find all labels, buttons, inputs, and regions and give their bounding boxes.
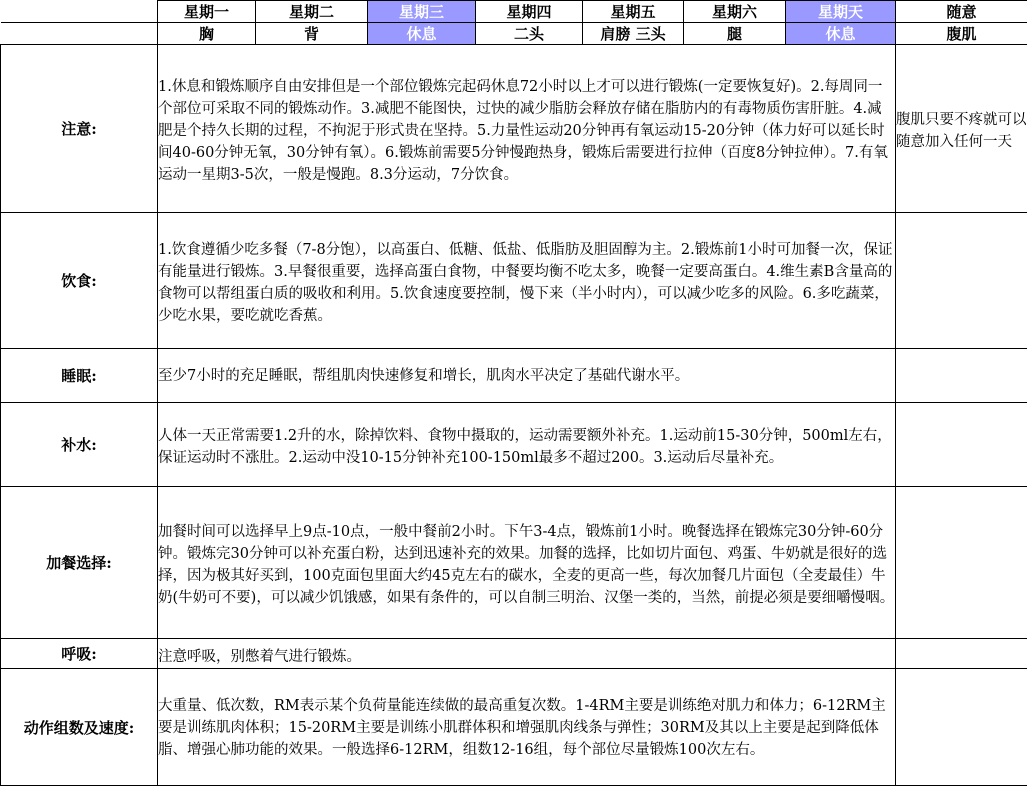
text-breath: 注意呼吸，别憋着气进行锻炼。: [158, 649, 361, 665]
content-snack[interactable]: [158, 487, 896, 639]
label-sleep[interactable]: 睡眠:: [1, 349, 158, 403]
row-sets: [1, 669, 1027, 786]
day-flexible[interactable]: 随意: [896, 1, 1027, 23]
side-sets[interactable]: [896, 669, 1027, 786]
part-thursday[interactable]: 二头: [476, 23, 583, 45]
label-notice[interactable]: 注意:: [1, 45, 158, 213]
text-sets: 大重量、低次数，RM表示某个负荷量能连续做的最高重复次数。1-4RM主要是训练绝对肌力和体力；6-12RM主要是训练肌肉体积；15-20RM主要是训练小肌群体积和增强肌肉线条与弹性；30RM及其以上主要是起到降低体脂、增强心肺功能的效果。一般选择6-12RM，组数12-16组，每个部位尽量锻炼100次左右。: [158, 698, 886, 758]
corner-cell: [1, 1, 158, 23]
row-notice: [1, 45, 1027, 213]
row-snack: [1, 487, 1027, 639]
part-tuesday[interactable]: 背: [256, 23, 368, 45]
text-sleep: 至少7小时的充足睡眠，帮组肌肉快速修复和增长，肌肉水平决定了基础代谢水平。: [158, 367, 690, 384]
content-water[interactable]: [158, 403, 896, 487]
weekday-header-row: [1, 1, 1027, 23]
label-diet[interactable]: 饮食:: [1, 213, 158, 349]
label-breath[interactable]: 呼吸:: [1, 639, 158, 669]
part-sunday[interactable]: 休息: [786, 23, 896, 45]
part-saturday[interactable]: 腿: [684, 23, 786, 45]
side-snack[interactable]: [896, 487, 1027, 639]
part-monday[interactable]: 胸: [158, 23, 256, 45]
text-water: 人体一天正常需要1.2升的水，除掉饮料、食物中摄取的，运动需要额外补充。1.运动前15-30分钟，500ml左右，保证运动时不涨肚。2.运动中没10-15分钟补充100-150ml最多不超过200。3.运动后尽量补充。: [158, 427, 892, 466]
part-flexible[interactable]: 腹肌: [896, 23, 1027, 45]
label-snack[interactable]: 加餐选择:: [1, 487, 158, 639]
side-water[interactable]: [896, 403, 1027, 487]
day-sunday[interactable]: 星期天: [786, 1, 896, 23]
text-snack: 加餐时间可以选择早上9点-10点，一般中餐前2小时。下午3-4点，锻炼前1小时。晚餐选择在锻炼完30分钟-60分钟。锻炼完30分钟可以补充蛋白粉，达到迅速补充的效果。加餐的选择，比如切片面包、鸡蛋、牛奶就是很好的选择，因为极其好买到，100克面包里面大约45克左右的碳水，全麦的更高一些，每次加餐几片面包（全麦最佳）牛奶(牛奶可不要)，可以减少饥饿感，如果有条件的，可以自制三明治、汉堡一类的，当然，前提必须是要细嚼慢咽。: [158, 523, 895, 606]
row-diet: [1, 213, 1027, 349]
content-diet[interactable]: [158, 213, 896, 349]
row-water: [1, 403, 1027, 487]
day-monday[interactable]: 星期一: [158, 1, 256, 23]
day-thursday[interactable]: 星期四: [476, 1, 583, 23]
content-sleep[interactable]: [158, 349, 896, 403]
label-water[interactable]: 补水:: [1, 403, 158, 487]
label-sets[interactable]: 动作组数及速度:: [1, 669, 158, 786]
side-notice[interactable]: [896, 45, 1027, 213]
bodypart-header-row: [1, 23, 1027, 45]
text-side-notice: 腹肌只要不疼就可以随意加入任何一天: [896, 111, 1027, 150]
text-diet: 1.饮食遵循少吃多餐（7-8分饱），以高蛋白、低糖、低盐、低脂肪及胆固醇为主。2.锻炼前1小时可加餐一次，保证有能量进行锻炼。3.早餐很重要，选择高蛋白食物，中餐要均衡不吃太多，晚餐一定要高蛋白。4.维生素B含量高的食物可以帮组蛋白质的吸收和利用。5.饮食速度要控制，慢下来（半小时内），可以减少吃多的风险。6.多吃蔬菜，少吃水果，要吃就吃香蕉。: [158, 241, 893, 324]
part-friday[interactable]: 肩膀 三头: [583, 23, 684, 45]
side-diet[interactable]: [896, 213, 1027, 349]
day-saturday[interactable]: 星期六: [684, 1, 786, 23]
side-breath[interactable]: [896, 639, 1027, 669]
part-wednesday[interactable]: 休息: [368, 23, 476, 45]
text-notice: 1.休息和锻炼顺序自由安排但是一个部位锻炼完起码休息72小时以上才可以进行锻炼(一定要恢复好)。2.每周同一个部位可采取不同的锻炼动作。3.减肥不能图快，过快的减少脂肪会释放存储在脂肪内的有毒物质伤害肝脏。4.减肥是个持久长期的过程，不拘泥于形式贵在坚持。5.力量性运动20分钟再有氧运动15-20分钟（体力好可以延长时间40-60分钟无氧，30分钟有氧）。6.锻炼前需要5分钟慢跑热身，锻炼后需要进行拉伸（百度8分钟拉伸）。7.有氧运动一星期3-5次，一般是慢跑。8.3分运动，7分饮食。: [158, 78, 888, 183]
content-notice[interactable]: [158, 45, 896, 213]
day-tuesday[interactable]: 星期二: [256, 1, 368, 23]
day-friday[interactable]: 星期五: [583, 1, 684, 23]
row-sleep: [1, 349, 1027, 403]
content-sets[interactable]: [158, 669, 896, 786]
corner-cell-2: [1, 23, 158, 45]
row-breath: [1, 639, 1027, 669]
day-wednesday[interactable]: 星期三: [368, 1, 476, 23]
content-breath[interactable]: [158, 639, 896, 669]
side-sleep[interactable]: [896, 349, 1027, 403]
